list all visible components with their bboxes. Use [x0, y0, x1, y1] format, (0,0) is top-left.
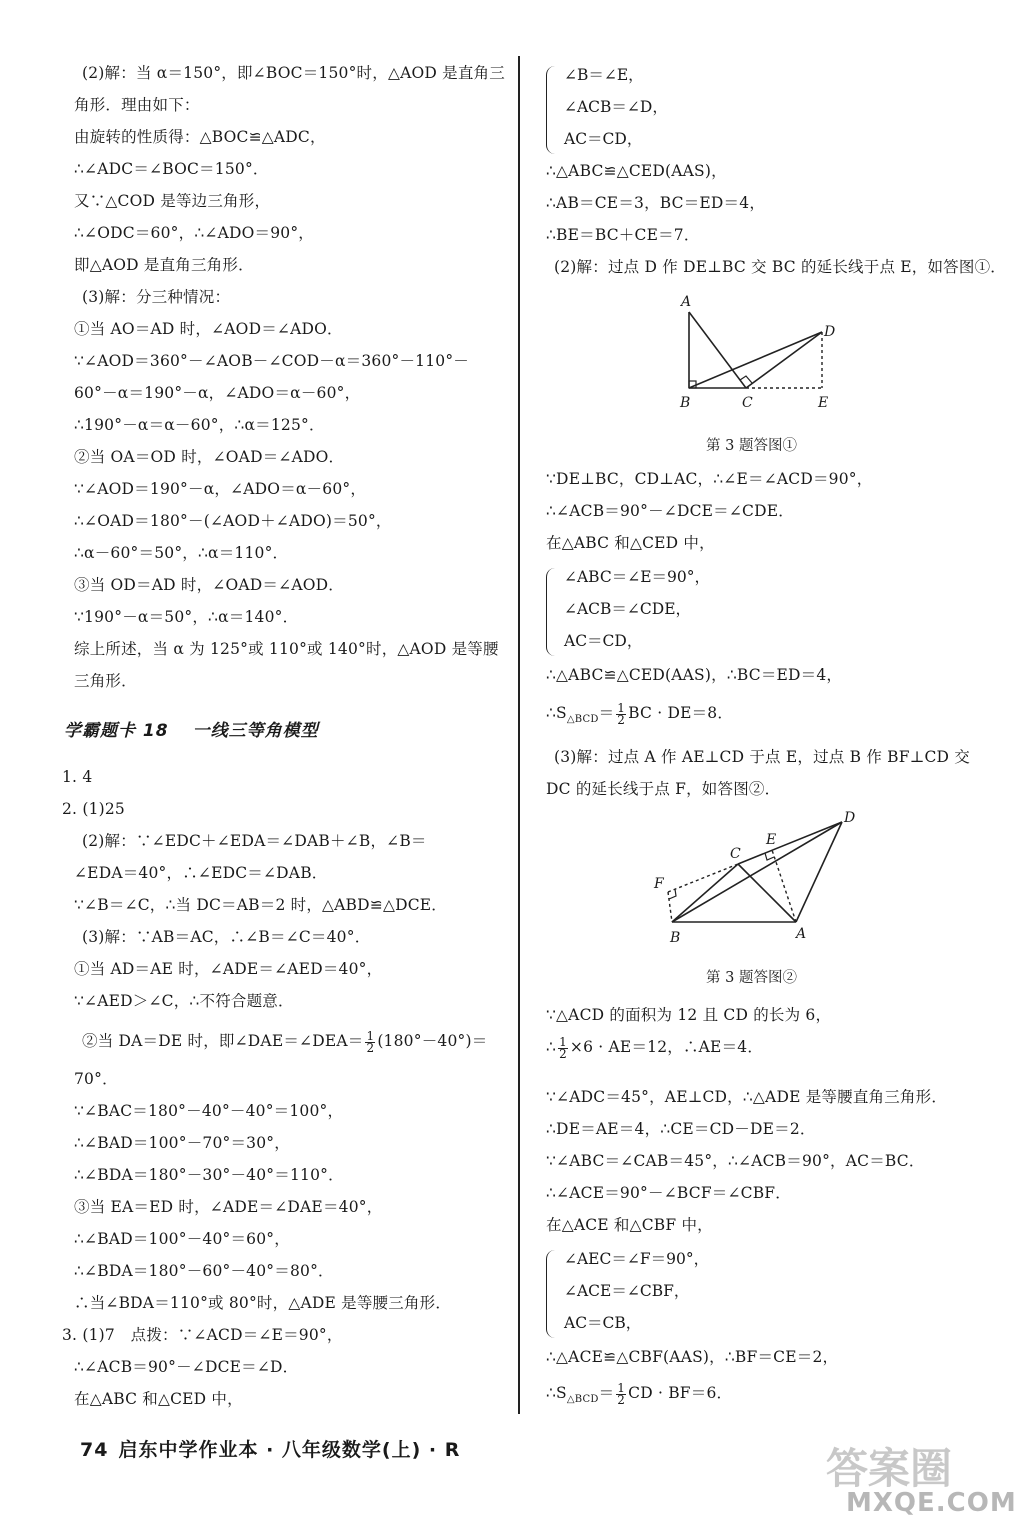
fig2-label-e: E: [766, 832, 777, 848]
brace-line: ∠ACE＝∠CBF，: [564, 1282, 690, 1300]
text-line: 1. 4: [62, 768, 93, 786]
text-line: DC 的延长线于点 F，如答图②．: [546, 780, 781, 798]
text-line: (2)解：∵∠EDC＋∠EDA＝∠DAB＋∠B，∠B＝: [82, 832, 427, 850]
figure-1-caption: 第 3 题答图①: [706, 438, 797, 454]
fig1-label-a: A: [681, 294, 692, 310]
brace-line: AC＝CD，: [564, 632, 643, 650]
text-line: ∴△ABC≌△CED(AAS)，∴BC＝ED＝4，: [546, 666, 843, 684]
fig2-label-b: B: [670, 930, 681, 946]
watermark-url: MXQE.COM: [846, 1488, 1017, 1518]
frac-line: [82, 1030, 487, 1054]
text-line: 综上所述，当 α 为 125°或 110°或 140°时，△AOD 是等腰: [74, 640, 499, 658]
text-line: ①当 AD＝AE 时，∠ADE＝∠AED＝40°，: [74, 960, 383, 978]
page-footer: [80, 1435, 460, 1462]
text-line: ∵∠AOD＝190°－α，∠ADO＝α－60°，: [74, 480, 367, 498]
frac-line-after: (180°－40°)＝: [377, 1032, 488, 1050]
figure-2-caption: 第 3 题答图②: [706, 970, 797, 986]
book-title: 启东中学作业本 · 八年级数学(上) · R: [118, 1439, 461, 1461]
area1-sub: △BCD: [566, 714, 599, 726]
section-title-label: 学霸题卡 18: [64, 721, 169, 741]
text-line: ③当 OD＝AD 时，∠OAD＝∠AOD．: [74, 576, 344, 594]
fig1-label-c: C: [742, 395, 753, 411]
brace-system-1: [546, 66, 557, 154]
area1-before: ∴S: [546, 704, 567, 722]
text-line: ∴DE＝AE＝4，∴CE＝CD－DE＝2．: [546, 1120, 816, 1138]
fraction-denominator: 2: [366, 1040, 375, 1055]
fig1-label-e: E: [818, 395, 829, 411]
text-line: (3)解：∵AB＝AC，∴∠B＝∠C＝40°．: [82, 928, 371, 946]
text-line: 3. (1)7 点拨：∵∠ACD＝∠E＝90°，: [62, 1326, 343, 1344]
fraction-half: [365, 1028, 375, 1055]
fig2-line-bd: [672, 822, 842, 922]
text-line: ∴△ACE≌△CBF(AAS)，∴BF＝CE＝2，: [546, 1348, 839, 1366]
text-line: ∴∠BDA＝180°－30°－40°＝110°．: [74, 1166, 344, 1184]
fig2-line-ac: [738, 864, 796, 922]
fig2-label-c: C: [730, 846, 741, 862]
brace-line: ∠ACB＝∠D，: [564, 98, 668, 116]
text-line: 70°．: [74, 1070, 118, 1088]
brace-line: AC＝CB，: [564, 1314, 642, 1332]
fig1-label-d: D: [824, 324, 836, 340]
text-line: 2. (1)25: [62, 800, 125, 818]
area3-after: CD · BF＝6．: [628, 1384, 733, 1402]
text-line: (2)解：过点 D 作 DE⊥BC 交 BC 的延长线于点 E，如答图①．: [554, 258, 1006, 276]
text-line: ∴当∠BDA＝110°或 80°时，△ADE 是等腰三角形．: [74, 1294, 452, 1312]
area1-after: BC · DE＝8．: [628, 704, 734, 722]
area2-before: ∴: [546, 1038, 557, 1056]
fig1-label-b: B: [680, 395, 691, 411]
text-line: 由旋转的性质得：△BOC≌△ADC，: [74, 128, 326, 146]
text-line: ∴190°－α＝α－60°，∴α＝125°．: [74, 416, 325, 434]
text-line: 三角形．: [74, 672, 137, 690]
text-line: ∴∠ACE＝90°－∠BCF＝∠CBF．: [546, 1184, 791, 1202]
area3-fraction: [616, 1380, 626, 1407]
area3-eq: ＝: [598, 1384, 615, 1402]
area-line-1: [546, 702, 733, 731]
area1-eq: ＝: [598, 704, 615, 722]
brace-line: ∠ABC＝∠E＝90°，: [564, 568, 710, 586]
area1-numerator: 1: [617, 700, 626, 715]
text-line: ∴△ABC≌△CED(AAS)，: [546, 162, 727, 180]
section-title-topic: 一线三等角模型: [192, 721, 319, 741]
text-line: (3)解：分三种情况：: [82, 288, 231, 306]
text-line: ∴∠ADC＝∠BOC＝150°．: [74, 160, 269, 178]
figure-2: [646, 808, 856, 948]
brace-system-3: [546, 1250, 557, 1338]
fig2-label-d: D: [844, 810, 856, 826]
frac-line-before: ②当 DA＝DE 时，即∠DAE＝∠DEA＝: [82, 1032, 364, 1050]
text-line: 在△ACE 和△CBF 中，: [546, 1216, 713, 1234]
text-line: (3)解：过点 A 作 AE⊥CD 于点 E，过点 B 作 BF⊥CD 交: [554, 748, 970, 766]
text-line: ∵∠B＝∠C，∴当 DC＝AB＝2 时，△ABD≌△DCE．: [74, 896, 447, 914]
text-line: ∴∠BAD＝100°－70°＝30°，: [74, 1134, 290, 1152]
area2-denominator: 2: [559, 1046, 567, 1061]
fig2-label-a: A: [796, 926, 807, 942]
area2-numerator: 1: [559, 1034, 567, 1049]
area2-after: ×6 · AE＝12，∴AE＝4．: [569, 1038, 764, 1056]
text-line: 在△ABC 和△CED 中，: [74, 1390, 243, 1408]
text-line: ∵190°－α＝50°，∴α＝140°．: [74, 608, 299, 626]
text-line: ∵∠AED＞∠C，∴不符合题意．: [74, 992, 294, 1010]
area3-denominator: 2: [617, 1392, 626, 1407]
area1-fraction: [616, 700, 626, 727]
text-line: (2)解：当 α＝150°，即∠BOC＝150°时，△AOD 是直角三: [82, 64, 505, 82]
text-line: ∴∠ACB＝90°－∠DCE＝∠D．: [74, 1358, 299, 1376]
text-line: 60°－α＝190°－α，∠ADO＝α－60°，: [74, 384, 361, 402]
text-line: ∠EDA＝40°，∴∠EDC＝∠DAB．: [74, 864, 328, 882]
area-line-3: [546, 1382, 732, 1411]
fig2-right-angle-e: [765, 853, 774, 860]
watermark-logo: 答案圈: [826, 1444, 953, 1493]
brace-line: ∠ACB＝∠CDE，: [564, 600, 692, 618]
text-line: ∴∠OAD＝180°－(∠AOD＋∠ADO)＝50°，: [74, 512, 392, 530]
text-line: ∴∠ODC＝60°，∴∠ADO＝90°，: [74, 224, 314, 242]
fig2-label-f: F: [654, 876, 664, 892]
text-line: ∴AB＝CE＝3，BC＝ED＝4，: [546, 194, 766, 212]
text-line: ②当 OA＝OD 时，∠OAD＝∠ADO．: [74, 448, 345, 466]
area3-numerator: 1: [617, 1380, 626, 1395]
fig2-line-fb: [668, 892, 672, 922]
text-line: ①当 AO＝AD 时，∠AOD＝∠ADO．: [74, 320, 343, 338]
brace-line: AC＝CD，: [564, 130, 643, 148]
area1-denominator: 2: [617, 712, 626, 727]
text-line: ∵∠ADC＝45°，AE⊥CD，∴△ADE 是等腰直角三角形．: [546, 1088, 948, 1106]
page-number: 74: [80, 1439, 109, 1461]
brace-line: ∠AEC＝∠F＝90°，: [564, 1250, 710, 1268]
text-line: ∵∠AOD＝360°－∠AOB－∠COD－α＝360°－110°－: [74, 352, 470, 370]
section-title: [64, 716, 319, 741]
text-line: ∵∠ABC＝∠CAB＝45°，∴∠ACB＝90°，AC＝BC．: [546, 1152, 925, 1170]
area-line-2: [546, 1036, 763, 1060]
text-line: ∵∠BAC＝180°－40°－40°＝100°，: [74, 1102, 344, 1120]
text-line: ∴∠BAD＝100°－40°＝60°，: [74, 1230, 290, 1248]
text-line: 在△ABC 和△CED 中，: [546, 534, 715, 552]
text-line: ∴BE＝BC＋CE＝7．: [546, 226, 700, 244]
text-line: 又∵△COD 是等边三角形，: [74, 192, 271, 210]
text-line: ∴∠ACB＝90°－∠DCE＝∠CDE．: [546, 502, 794, 520]
area3-before: ∴S: [546, 1384, 567, 1402]
figure-1: [674, 290, 834, 414]
text-line: ∴α－60°＝50°，∴α＝110°．: [74, 544, 289, 562]
text-line: ∵DE⊥BC，CD⊥AC，∴∠E＝∠ACD＝90°，: [546, 470, 873, 488]
text-line: 角形．理由如下：: [74, 96, 200, 114]
area3-sub: △BCD: [566, 1394, 599, 1406]
fraction-numerator: 1: [366, 1028, 375, 1043]
fig2-line-bc: [672, 864, 738, 922]
text-line: 即△AOD 是直角三角形．: [74, 256, 254, 274]
column-divider: [518, 56, 520, 1414]
text-line: ∵△ACD 的面积为 12 且 CD 的长为 6，: [546, 1006, 832, 1024]
text-line: ③当 EA＝ED 时，∠ADE＝∠DAE＝40°，: [74, 1198, 383, 1216]
text-line: ∴∠BDA＝180°－60°－40°＝80°．: [74, 1262, 334, 1280]
fig1-line-bd: [689, 332, 822, 388]
brace-line: ∠B＝∠E，: [564, 66, 644, 84]
area2-fraction: [558, 1034, 568, 1061]
fig2-line-fc: [668, 864, 738, 892]
brace-system-2: [546, 568, 557, 656]
